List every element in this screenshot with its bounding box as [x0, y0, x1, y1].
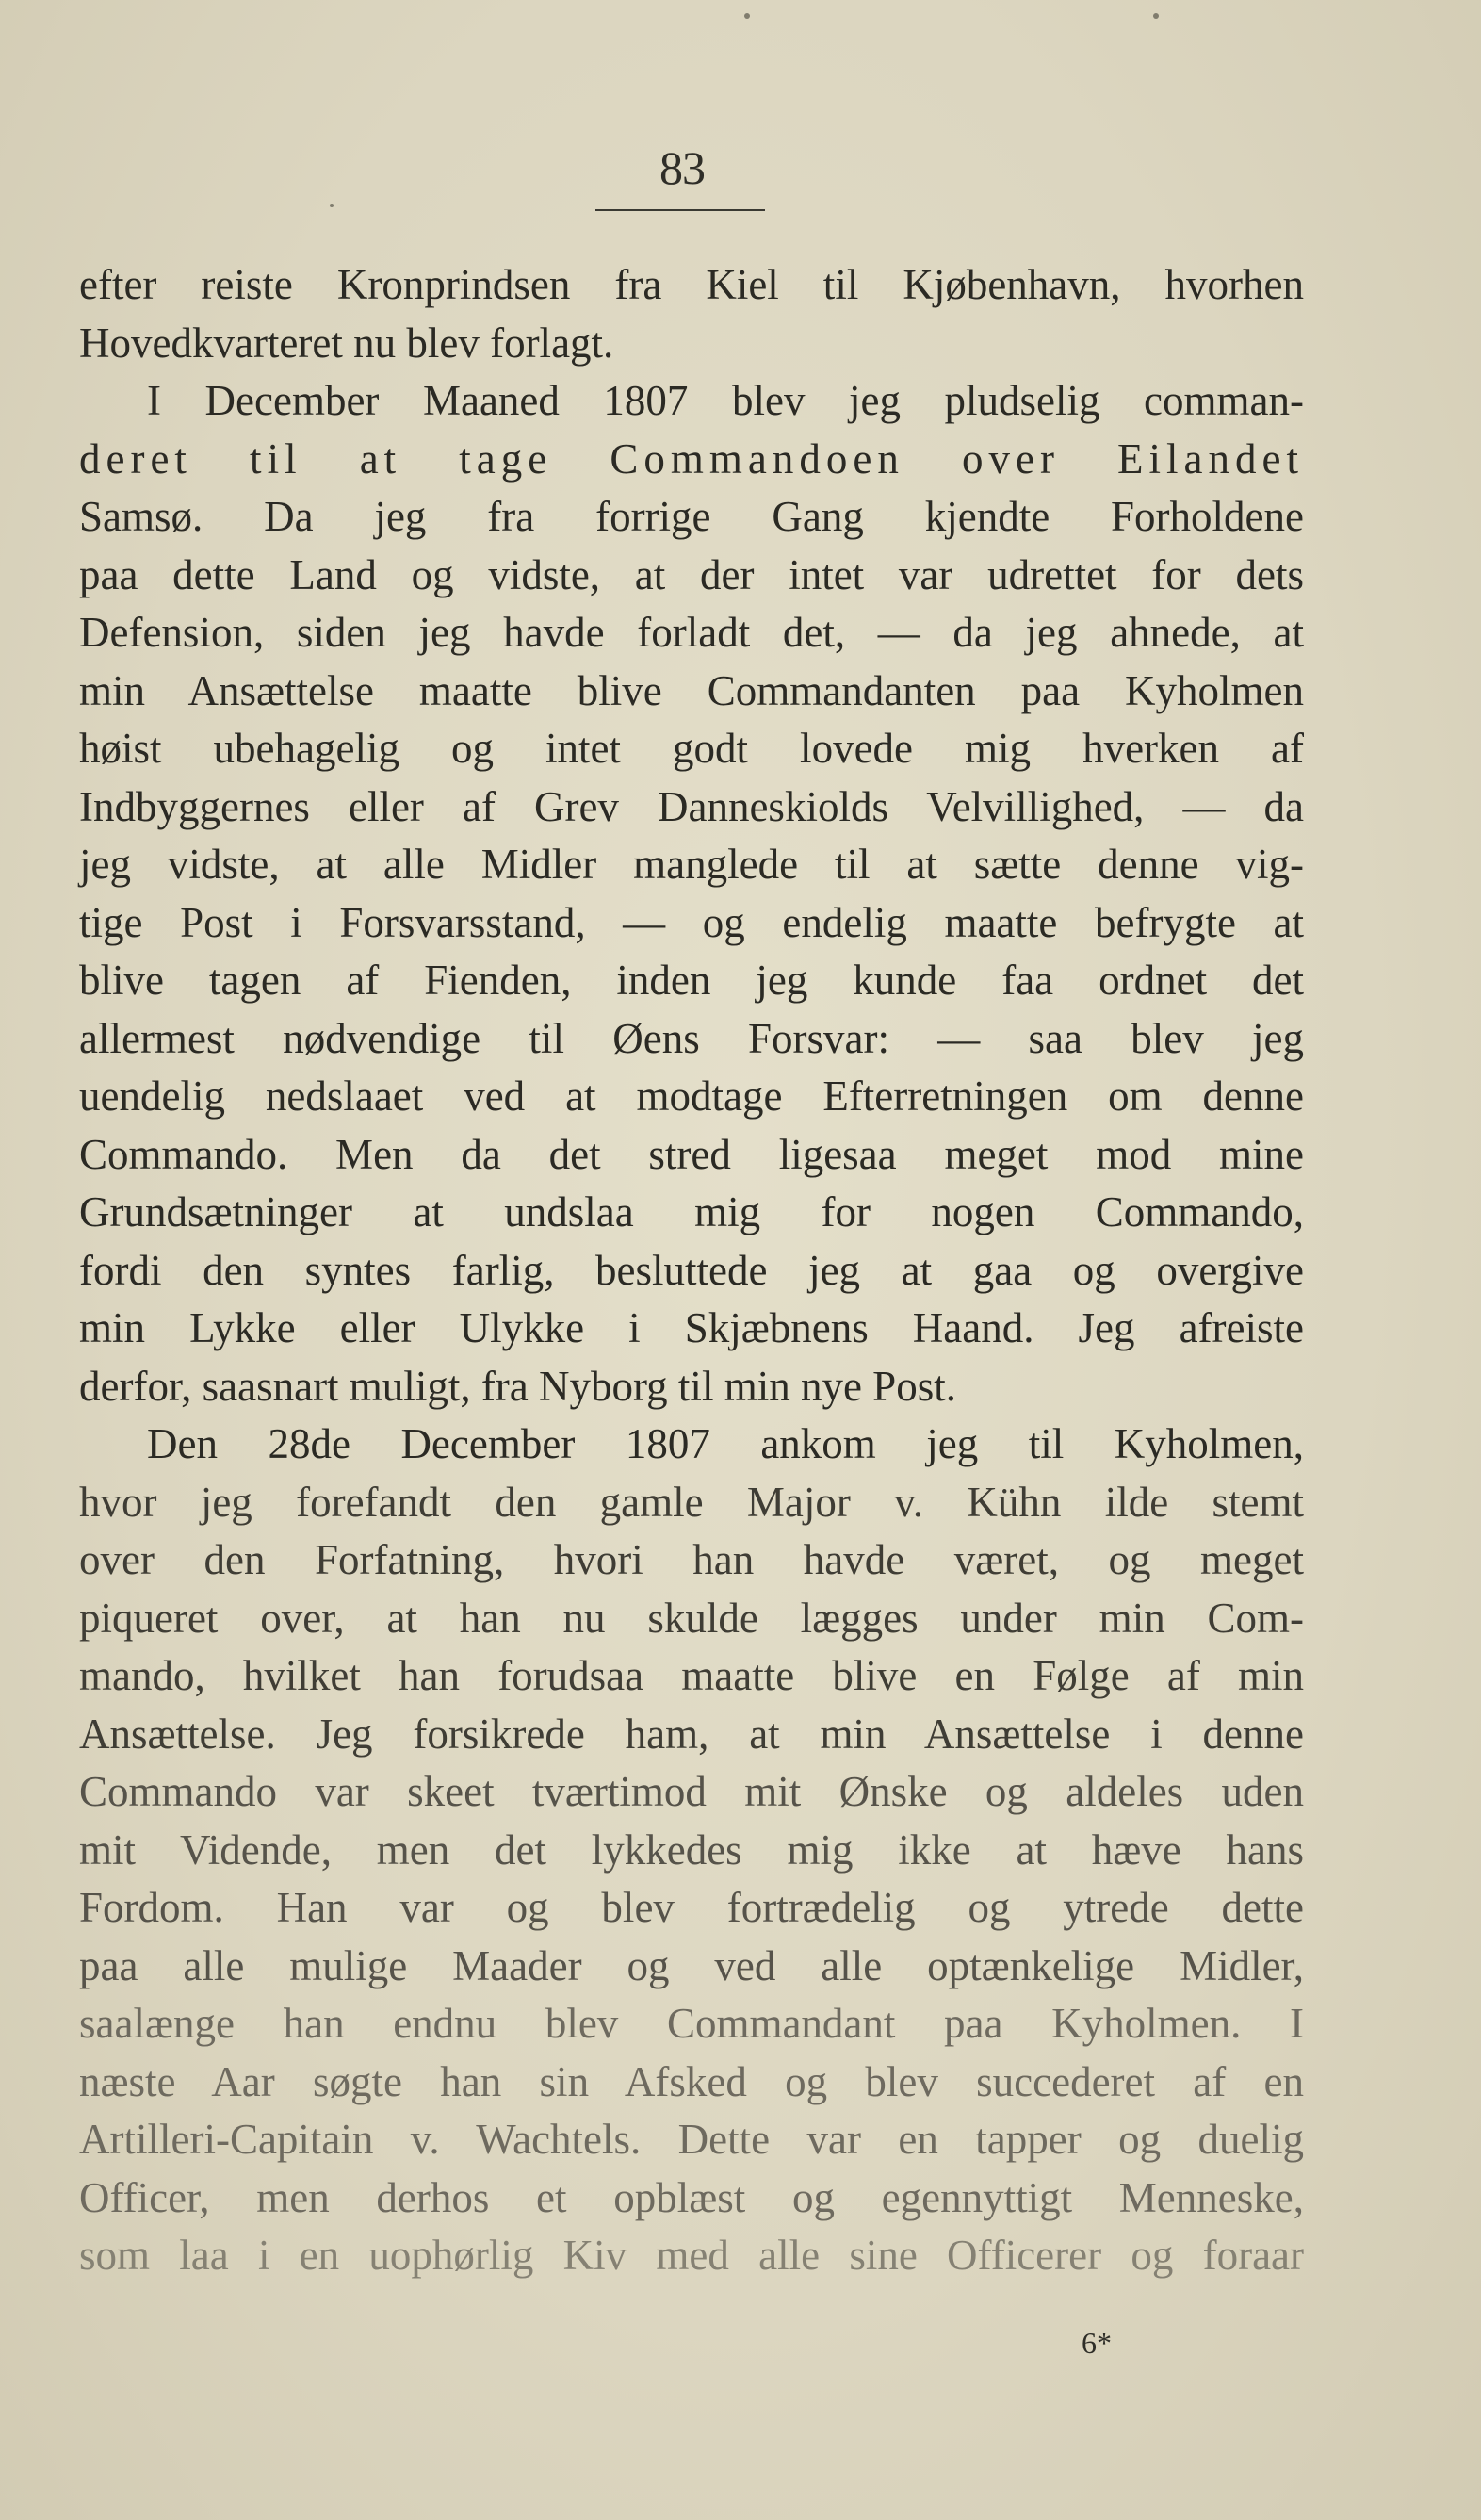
page-number: 83: [659, 141, 705, 194]
text-line: saalænge han endnu blev Commandant paa Kyholmen. I: [79, 2000, 1304, 2047]
text-line: Commando. Men da det stred ligesaa meget mod mine: [79, 1130, 1304, 1178]
signature-mark: 6*: [1082, 2326, 1112, 2360]
text-line: paa alle mulige Maader og ved alle optænkelige Midler,: [79, 1941, 1304, 1989]
text-line: derfor, saasnart muligt, fra Nyborg til min nye Post.: [79, 1362, 956, 1410]
text-line: Indbyggernes eller af Grev Danneskiolds Velvillighed, — da: [79, 782, 1304, 830]
text-line: som laa i en uophørlig Kiv med alle sine Officerer og foraar: [79, 2232, 1304, 2279]
text-line: næste Aar søgte han sin Afsked og blev succederet af en: [79, 2057, 1304, 2105]
text-line: deret til at tage Commandoen over Eilandet: [79, 434, 1304, 483]
text-line: tige Post i Forsvarsstand, — og endelig maatte befrygte at: [79, 898, 1304, 946]
text-line: Fordom. Han var og blev fortrædelig og ytrede dette: [79, 1884, 1304, 1931]
print-speck: [330, 204, 334, 207]
text-line: min Lykke eller Ulykke i Skjæbnens Haand. Jeg afreiste: [79, 1304, 1304, 1351]
text-line: efter reiste Kronprindsen fra Kiel til Kjøbenhavn, hvorhen: [79, 261, 1304, 308]
text-line: hvor jeg forefandt den gamle Major v. Kühn ilde stemt: [79, 1478, 1304, 1526]
text-line: I December Maaned 1807 blev jeg pludselig comman-: [147, 377, 1304, 424]
text-line: paa dette Land og vidste, at der intet var udrettet for dets: [79, 550, 1304, 598]
print-speck: [744, 13, 750, 19]
text-line: Grundsætninger at undslaa mig for nogen Commando,: [79, 1188, 1304, 1235]
text-line: Hovedkvarteret nu blev forlagt.: [79, 319, 614, 367]
text-line: blive tagen af Fienden, inden jeg kunde faa ordnet det: [79, 957, 1304, 1004]
body-text: [79, 256, 1304, 2285]
header-rule: [595, 209, 765, 211]
text-line: Commando var skeet tværtimod mit Ønske og aldeles uden: [79, 1768, 1304, 1815]
text-line: fordi den syntes farlig, besluttede jeg at gaa og overgive: [79, 1246, 1304, 1294]
print-speck: [1153, 13, 1159, 19]
text-line: Den 28de December 1807 ankom jeg til Kyholmen,: [147, 1420, 1304, 1467]
text-line: allermest nødvendige til Øens Forsvar: — saa blev jeg: [79, 1014, 1304, 1062]
text-line: mit Vidende, men det lykkedes mig ikke at hæve hans: [79, 1825, 1304, 1874]
text-line: piqueret over, at han nu skulde lægges under min Com-: [79, 1594, 1304, 1642]
text-line: over den Forfatning, hvori han havde været, og meget: [79, 1536, 1304, 1583]
text-line: mando, hvilket han forudsaa maatte blive en Følge af min: [79, 1652, 1304, 1699]
text-line: Ansættelse. Jeg forsikrede ham, at min Ansættelse i denne: [79, 1710, 1304, 1758]
text-line: høist ubehagelig og intet godt lovede mig hverken af: [79, 725, 1304, 772]
text-line: uendelig nedslaaet ved at modtage Efterretningen om denne: [79, 1072, 1304, 1120]
text-line: Samsø. Da jeg fra forrige Gang kjendte Forholdene: [79, 493, 1304, 540]
text-line: min Ansættelse maatte blive Commandanten paa Kyholmen: [79, 666, 1304, 714]
text-line: jeg vidste, at alle Midler manglede til at sætte denne vig-: [79, 841, 1304, 888]
text-line: Officer, men derhos et opblæst og egennyttigt Menneske,: [79, 2173, 1304, 2221]
text-line: Defension, siden jeg havde forladt det, — da jeg ahnede, at: [79, 609, 1304, 656]
text-line: Artilleri-Capitain v. Wachtels. Dette var en tapper og duelig: [79, 2116, 1304, 2163]
